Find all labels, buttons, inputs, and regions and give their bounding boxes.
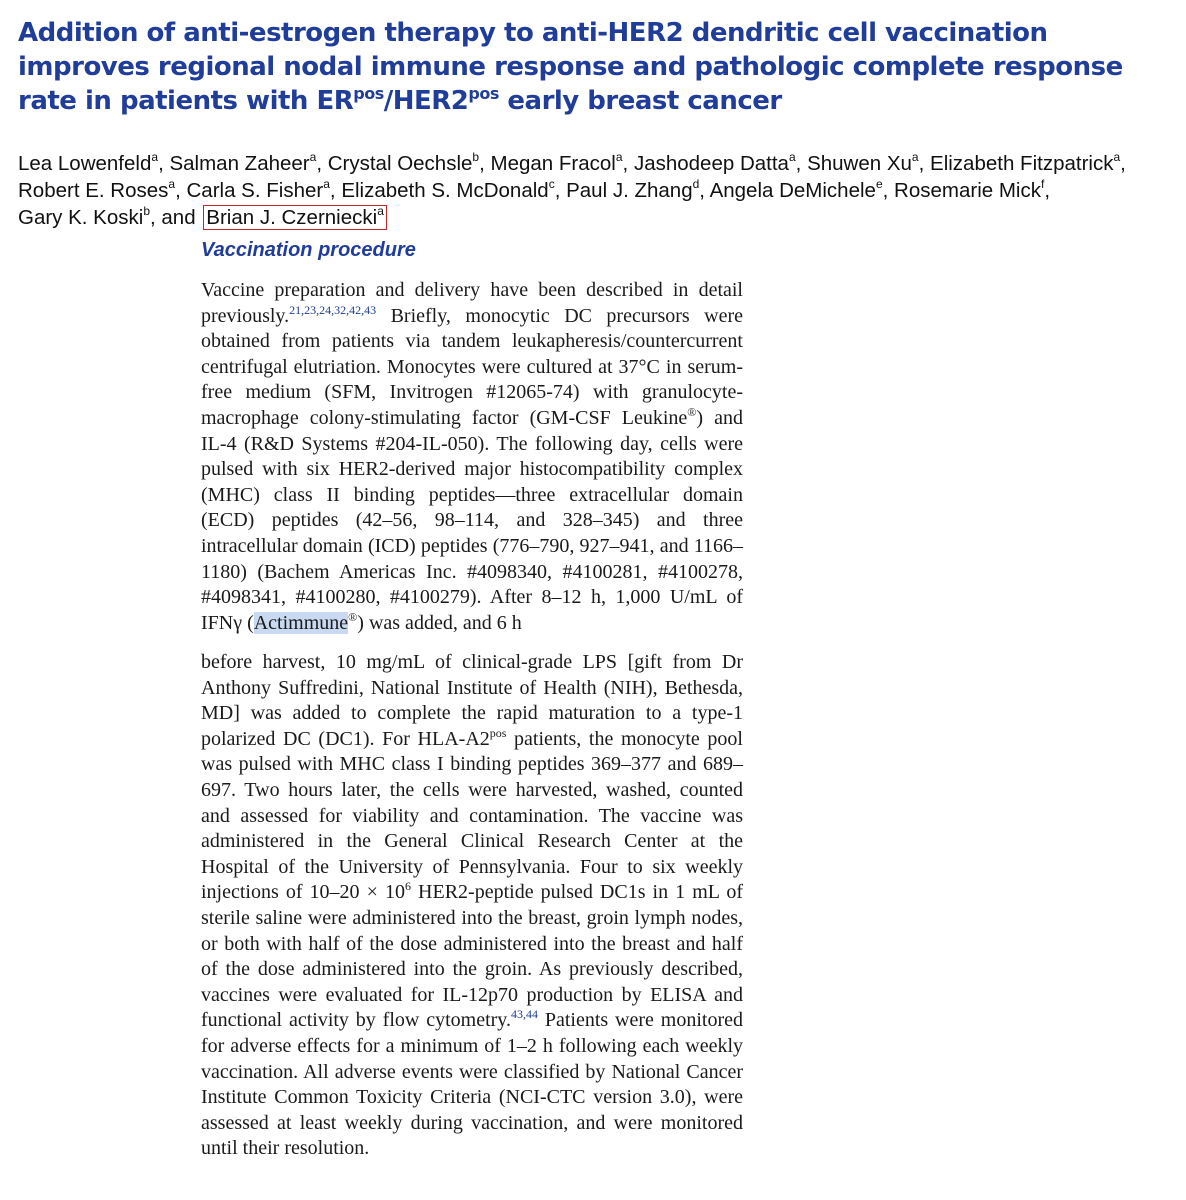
- author-name: Shuwen Xu: [807, 152, 912, 175]
- author-affiliation: d: [692, 177, 700, 191]
- author-separator: ,: [882, 179, 895, 202]
- superscript-exponent: 6: [404, 879, 411, 894]
- author-affiliation: a: [911, 150, 919, 164]
- author-affiliation: f: [1040, 177, 1045, 191]
- author-affiliation: a: [323, 177, 330, 191]
- title-superscript-her2: pos: [468, 84, 499, 103]
- citation-link[interactable]: 43,44: [510, 1007, 538, 1022]
- paragraph-text: ) was added, and 6 h: [357, 611, 522, 634]
- author: [930, 152, 1120, 175]
- author-separator: , and: [150, 206, 202, 229]
- author-affiliation: c: [548, 177, 555, 191]
- author-separator: ,: [795, 152, 808, 175]
- paragraph-text: before harvest, 10 mg/mL of clinical-grade LPS [gift from Dr Anthony Suffredini, National Institute of Health (NIH), Bethesda, MD] was added to complete the rapid maturation to a type-1 polarized DC (DC1). For HLA-A2: [201, 651, 743, 750]
- author-name: Lea Lowenfeld: [18, 152, 152, 175]
- author-separator: ,: [622, 152, 634, 175]
- author-name: Rosemarie Mick: [894, 179, 1041, 202]
- author: [566, 179, 699, 202]
- registered-mark: ®: [348, 609, 358, 624]
- author-name: Carla S. Fisher: [186, 179, 324, 202]
- author-name: Crystal Oechsle: [327, 152, 473, 175]
- author-affiliation: e: [875, 177, 883, 191]
- author-affiliation: a: [151, 150, 159, 164]
- author: [341, 179, 554, 202]
- author-separator: ,: [158, 152, 170, 175]
- author-affiliation: b: [143, 204, 150, 218]
- author-separator: ,: [316, 152, 328, 175]
- paragraph-text: Patients were monitored for adverse effects for a minimum of 1–2 h following each weekly vaccination. All adverse events were classified by National Cancer Institute Common Toxicity Criteria (NCI-CTC version 3.0), were assessed at least weekly during vaccination, and were monitored until their resolution.: [201, 1009, 743, 1160]
- author-separator: ,: [175, 179, 187, 202]
- paper-title: [18, 16, 1178, 118]
- author-separator: ,: [918, 152, 931, 175]
- paragraph-text: ) and IL-4 (R&D Systems #204-IL-050). The following day, cells were pulsed with six HER2-derived major histocompatibility complex (MHC) class II binding peptides—three extracellular domain (ECD) peptides (42–56, 98–114, and 328–345) and three intracellular domain (ICD) peptides (776–790, 927–941, and 1166–1180) (Bachem Americas Inc. #4098340, #4100281, #4100278, #4098341, #4100280, #4100279). After 8–12 h, 1,000 U/mL of IFNγ (: [201, 406, 744, 634]
- registered-mark: ®: [687, 404, 697, 419]
- author-affiliation: a: [168, 177, 176, 191]
- author-separator: ,: [479, 152, 491, 175]
- author-name: Salman Zaheer: [169, 152, 310, 175]
- author-separator: ,: [699, 179, 710, 202]
- body-paragraph-2: [201, 650, 743, 1162]
- author: [169, 152, 316, 175]
- author-name: Jashodeep Datta: [633, 152, 789, 175]
- citation-link[interactable]: 21,23,24,32,42,43: [289, 302, 377, 317]
- author-name: Elizabeth Fitzpatrick: [930, 152, 1114, 175]
- author: [18, 179, 175, 202]
- author-name: Brian J. Czerniecki: [206, 206, 378, 229]
- author-list: [18, 150, 1178, 231]
- author-affiliation: a: [615, 150, 623, 164]
- author-name: Robert E. Roses: [18, 179, 169, 202]
- author-name: Megan Fracol: [490, 152, 616, 175]
- author-affiliation: a: [377, 204, 384, 218]
- author-separator: ,: [554, 179, 567, 202]
- author: [18, 206, 150, 229]
- author-affiliation: a: [788, 150, 796, 164]
- author-name: Gary K. Koski: [18, 206, 144, 229]
- author: [894, 179, 1044, 202]
- author: [634, 152, 796, 175]
- section-heading: Vaccination procedure: [201, 239, 416, 261]
- author: [187, 179, 330, 202]
- author: [18, 152, 158, 175]
- body-paragraph-1: [201, 278, 743, 636]
- author: [710, 179, 883, 202]
- author-name: Elizabeth S. McDonald: [341, 179, 549, 202]
- selected-text[interactable]: Actimmune: [253, 611, 349, 634]
- title-text-1: Addition of anti-estrogen therapy to anti-HER2 dendritic cell vaccination improves regional nodal immune response and pathologic complete response rate in patients with ER: [18, 18, 1123, 116]
- title-text-3: early breast cancer: [498, 86, 782, 116]
- author-name: Paul J. Zhang: [566, 179, 693, 202]
- author-affiliation: b: [472, 150, 480, 164]
- author-separator: ,: [329, 179, 342, 202]
- superscript-pos: pos: [489, 725, 507, 740]
- author-separator: ,: [1120, 152, 1126, 175]
- title-text-2: /HER2: [383, 86, 469, 116]
- author-name: Angela DeMichele: [709, 179, 876, 202]
- paragraph-text: HER2-peptide pulsed DC1s in 1 mL of sterile saline were administered into the breast, groin lymph nodes, or both with half of the dose administered into the breast and half of the dose administered into the groin. As previously described, vaccines were evaluated for IL-12p70 production by ELISA and functional activity by flow cytometry.: [201, 881, 744, 1032]
- author: [328, 152, 479, 175]
- paragraph-text: Vaccine preparation and delivery have been described in detail previously.: [201, 279, 743, 327]
- highlighted-author-box: [203, 205, 387, 230]
- author: [491, 152, 623, 175]
- author-affiliation: a: [309, 150, 317, 164]
- paragraph-text: Briefly, monocytic DC precursors were obtained from patients via tandem leukapheresis/countercurrent centrifugal elutriation. Monocytes were cultured at 37°C in serum-free medium (SFM, Invitrogen #12065-74) with granulocyte-macrophage colony-stimulating factor (GM-CSF Leukine: [201, 304, 743, 429]
- title-superscript-er: pos: [353, 84, 384, 103]
- author-affiliation: a: [1113, 150, 1121, 164]
- author: [807, 152, 919, 175]
- author-separator: ,: [1044, 179, 1051, 202]
- paragraph-text: patients, the monocyte pool was pulsed with MHC class I binding peptides 369–377 and 689–697. Two hours later, the cells were harvested, washed, counted and assessed for viability and contamination. The vaccine was administered in the General Clinical Research Center at the Hospital of the University of Pennsylvania. Four to six weekly injections of 10–20 × 10: [201, 727, 743, 904]
